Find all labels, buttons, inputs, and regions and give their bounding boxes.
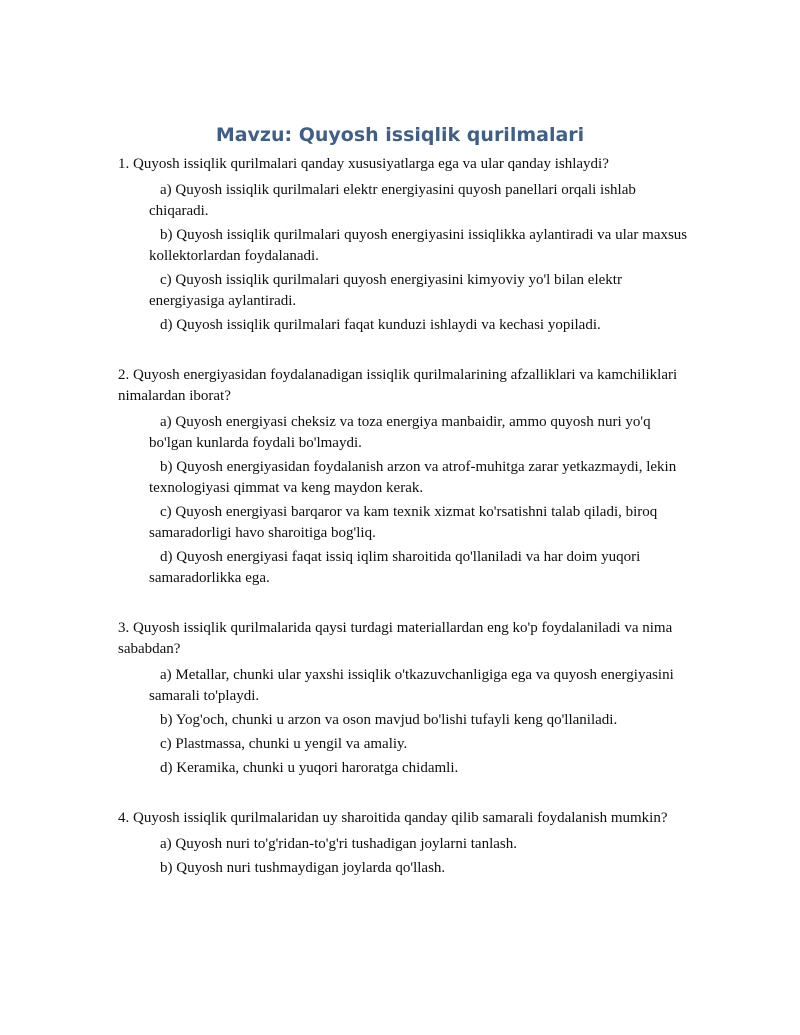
question-text: 2. Quyosh energiyasidan foydalanadigan issiqlik qurilmalarining afzalliklari va kamchiliklari nimalardan iborat?	[118, 367, 678, 404]
option-d: d) Quyosh issiqlik qurilmalari faqat kunduzi ishlaydi va kechasi yopiladi.	[160, 317, 601, 333]
question-block-1	[118, 154, 688, 336]
option-a: a) Quyosh energiyasi cheksiz va toza energiya manbaidir, ammo quyosh nuri yo'q bo'lgan kunlarda foydali bo'lmaydi.	[149, 414, 651, 451]
option-list	[118, 180, 688, 336]
option-b: b) Quyosh energiyasidan foydalanish arzon va atrof-muhitga zarar yetkazmaydi, lekin texnologiyasi qimmat va keng maydon kerak.	[149, 459, 677, 496]
option-a: a) Metallar, chunki ular yaxshi issiqlik o'tkazuvchanligiga ega va quyosh energiyasini samarali to'playdi.	[149, 667, 674, 704]
option-c: c) Plastmassa, chunki u yengil va amaliy.	[160, 736, 408, 752]
option-c: c) Quyosh energiyasi barqaror va kam texnik xizmat ko'rsatishni talab qiladi, biroq samaradorligi havo sharoitiga bog'liq.	[149, 504, 658, 541]
option-b: b) Quyosh issiqlik qurilmalari quyosh energiyasini issiqlikka aylantiradi va ular maxsus kollektorlardan foydalanadi.	[149, 227, 688, 264]
question-list	[118, 154, 688, 908]
option-list	[118, 834, 688, 879]
option-b: b) Quyosh nuri tushmaydigan joylarda qo'llash.	[160, 860, 446, 876]
option-d: d) Quyosh energiyasi faqat issiq iqlim sharoitida qo'llaniladi va har doim yuqori samaradorlikka ega.	[149, 549, 641, 586]
option-c: c) Quyosh issiqlik qurilmalari quyosh energiyasini kimyoviy yo'l bilan elektr energiyasiga aylantiradi.	[149, 272, 622, 309]
question-block-3	[118, 618, 688, 779]
question-text: 4. Quyosh issiqlik qurilmalaridan uy sharoitida qanday qilib samarali foydalanish mumkin?	[118, 810, 668, 826]
question-text: 1. Quyosh issiqlik qurilmalari qanday xususiyatlarga ega va ular qanday ishlaydi?	[118, 156, 609, 172]
option-b: b) Yog'och, chunki u arzon va oson mavjud bo'lishi tufayli keng qo'llaniladi.	[160, 712, 618, 728]
option-a: a) Quyosh issiqlik qurilmalari elektr energiyasini quyosh panellari orqali ishlab chiqaradi.	[149, 182, 636, 219]
question-block-4	[118, 808, 688, 879]
option-list	[118, 412, 688, 589]
option-a: a) Quyosh nuri to'g'ridan-to'g'ri tushadigan joylarni tanlash.	[160, 836, 517, 852]
page-title: Mavzu: Quyosh issiqlik qurilmalari	[215, 124, 585, 146]
question-block-2	[118, 365, 688, 589]
option-d: d) Keramika, chunki u yuqori haroratga chidamli.	[160, 760, 459, 776]
question-text: 3. Quyosh issiqlik qurilmalarida qaysi turdagi materiallardan eng ko'p foydalaniladi va nima sababdan?	[118, 620, 673, 657]
option-list	[118, 665, 688, 779]
